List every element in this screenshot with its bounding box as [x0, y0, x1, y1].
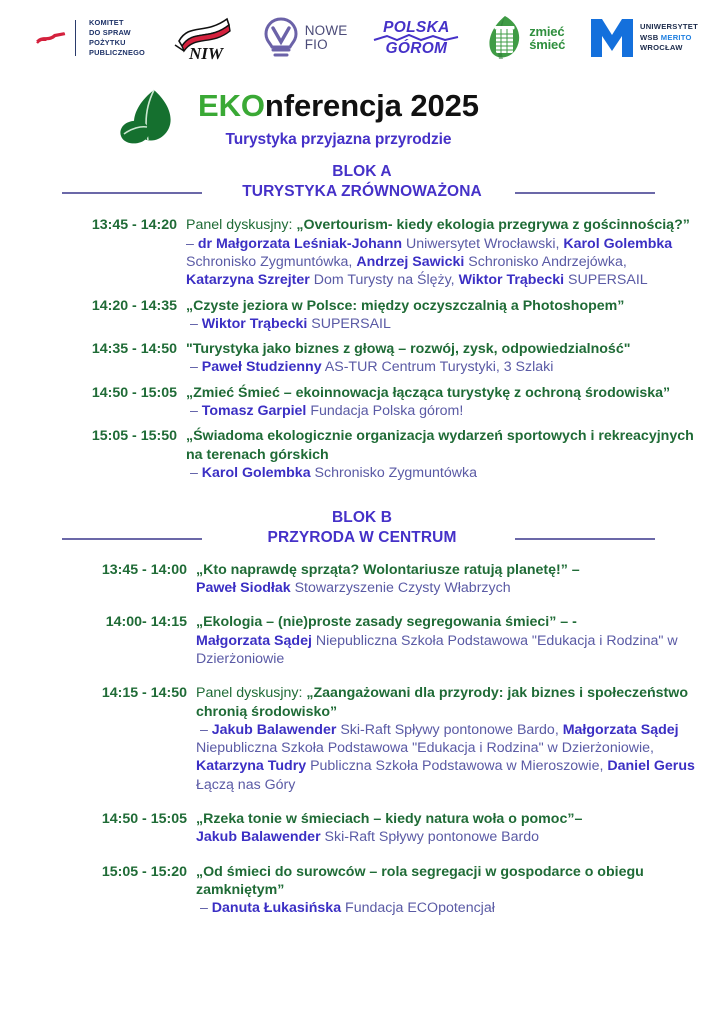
session-time: 14:20 - 14:35 — [91, 297, 177, 314]
logo-komitet-line1: KOMITET — [89, 17, 124, 27]
schedule-block-a — [56, 216, 724, 482]
session-title-text: „Zaangażowani dla przyrody: jak biznes i społeczeństwo chronią środowisko” — [196, 685, 688, 720]
session-time: 14:15 - 14:50 — [101, 685, 187, 702]
logo-komitet-line2: DO SPRAW — [89, 27, 131, 37]
table-row — [56, 613, 724, 668]
session-speakers: – Paweł Studzienny AS-TUR Centrum Turystyki, 3 Szlaki — [186, 359, 554, 376]
logo-komitet-do-spraw-pozytku-publicznego — [34, 18, 145, 58]
table-row — [56, 684, 724, 794]
session-title — [196, 864, 644, 898]
session-title-text: „Rzeka tonie w śmieciach – kiedy natura woła o pomoc”– — [196, 811, 583, 828]
logo-polska-gorom-line2: GÓROM — [385, 40, 448, 57]
logo-niw — [171, 15, 237, 61]
logo-wsb-text — [640, 22, 698, 54]
session-body — [186, 427, 724, 482]
session-time: 13:45 - 14:00 — [101, 561, 187, 578]
session-title-text: „Ekologia – (nie)proste zasady segregowania śmieci” – - — [196, 614, 577, 631]
session-title-text: „Overtourism- kiedy ekologia przegrywa z gościnnością?” — [296, 217, 690, 234]
session-title-text: "Turystyka jako biznes z głową – rozwój, zysk, odpowiedzialność" — [186, 341, 631, 358]
rule-left-a — [62, 192, 202, 194]
schedule-block-b — [56, 561, 724, 918]
logo-wsb-line3: WROCŁAW — [639, 43, 683, 53]
logo-wsb-line2-wsb: WSB — [639, 32, 661, 42]
logo-komitet-line3: POŻYTKU — [89, 38, 126, 47]
session-body — [196, 810, 724, 847]
wsb-m-icon — [591, 19, 633, 57]
polish-flag-icon — [34, 28, 68, 48]
logo-zmiec-text — [529, 25, 565, 51]
logo-komitet-line4: PUBLICZNEGO — [89, 48, 145, 58]
session-title — [186, 385, 670, 401]
logo-uniwersytet-wsb-merito-wroclaw — [591, 19, 698, 57]
session-title-text: „Od śmieci do surowców – rola segregacji w gospodarce o obiegu zamkniętym” — [196, 863, 644, 898]
session-title — [196, 811, 582, 827]
leaf-trash-icon — [485, 15, 525, 61]
block-b-wrapper — [0, 508, 724, 917]
block-a-theme: TURYSTYKA ZRÓWNOWAŻONA — [242, 183, 482, 201]
session-title — [186, 341, 630, 357]
block-a-name: BLOK A — [332, 163, 392, 180]
logo-zmiec-line2: śmieć — [529, 37, 566, 52]
session-speakers: – dr Małgorzata Leśniak-Johann Uniwersytet Wrocławski, Karol Golembka Schronisko Zygmuntówka, Andrzej Sawicki Schronisko Andrzejówka, Katarzyna Szrejter Dom Turysty na Ślęży, Wiktor Trąbecki SUPERSAIL — [186, 235, 673, 289]
logo-fio-line2: FIO — [304, 37, 328, 52]
niw-flag-icon — [171, 15, 237, 61]
session-time: 14:50 - 15:05 — [91, 384, 177, 401]
logo-wsb-line2 — [640, 33, 698, 44]
session-time: 14:00- 14:15 — [105, 614, 187, 631]
session-time: 15:05 - 15:50 — [91, 428, 177, 445]
session-title — [196, 562, 580, 578]
session-lead: Panel dyskusjny: — [186, 217, 297, 234]
session-speakers: – Karol Golembka Schronisko Zygmuntówka — [186, 465, 477, 482]
session-body — [196, 561, 724, 598]
table-row — [56, 384, 724, 421]
rule-right-a — [515, 192, 655, 194]
session-title — [196, 685, 688, 719]
table-row — [56, 561, 724, 598]
session-time: 15:05 - 15:20 — [101, 863, 187, 880]
logo-zmiec-line1: zmieć — [529, 24, 565, 39]
logo-fio-line1: NOWE — [304, 22, 348, 38]
rule-left-b — [62, 538, 202, 540]
session-title-text: „Świadoma ekologicznie organizacja wydarzeń sportowych i rekreacyjnych na terenach górskich — [186, 428, 694, 463]
rule-right-b — [515, 538, 655, 540]
logo-zmiec-smiec — [485, 15, 565, 61]
session-speakers: Paweł Siodłak Stowarzyszenie Czysty Włabrzych — [196, 579, 511, 596]
table-row — [56, 863, 724, 918]
table-row — [56, 216, 724, 289]
logo-divider-rule — [75, 20, 76, 56]
session-body — [186, 340, 724, 377]
session-speakers: Małgorzata Sądej Niepubliczna Szkoła Podstawowa "Edukacja i Rodzina" w Dzierżoniowie — [196, 632, 678, 667]
session-body — [196, 863, 724, 918]
logo-fio-text — [305, 24, 348, 52]
session-time: 13:45 - 14:20 — [91, 217, 177, 234]
block-header-b — [0, 508, 724, 548]
page-title-eko: EKO — [198, 88, 265, 123]
session-speakers: – Tomasz Garpiel Fundacja Polska górom! — [186, 403, 464, 420]
logo-wsb-line1: UNIWERSYTET — [639, 21, 698, 31]
leaf-icon — [118, 88, 180, 150]
logo-komitet-text — [89, 18, 145, 58]
table-row — [56, 297, 724, 334]
session-body — [186, 384, 724, 421]
session-body — [186, 216, 724, 289]
session-title — [186, 428, 694, 462]
svg-text:NIW: NIW — [188, 44, 223, 61]
table-row — [56, 427, 724, 482]
page-subtitle: Turystyka przyjazna przyrodzie — [225, 130, 452, 148]
session-title — [196, 614, 577, 630]
session-time: 14:35 - 14:50 — [91, 341, 177, 358]
session-title — [186, 298, 624, 314]
session-time: 14:50 - 15:05 — [101, 811, 187, 828]
page-title-rest: nferencja 2025 — [264, 88, 479, 123]
logo-nowe-fio — [263, 16, 348, 60]
logo-polska-gorom — [373, 20, 459, 57]
session-speakers: – Danuta Łukasińska Fundacja ECOpotencjał — [196, 900, 495, 917]
session-body — [196, 684, 724, 794]
table-row — [56, 340, 724, 377]
session-title-text: „Czyste jeziora w Polsce: między oczyszczalnią a Photoshopem” — [186, 297, 625, 314]
session-title-text: „Zmieć Śmieć – ekoinnowacja łącząca turystykę z ochroną środowiska” — [186, 384, 671, 401]
logo-polska-gorom-line1: POLSKA — [383, 18, 450, 36]
block-header-a — [0, 162, 724, 202]
session-body — [196, 613, 724, 668]
table-row — [56, 810, 724, 847]
session-title — [186, 217, 690, 233]
session-speakers: Jakub Balawender Ski-Raft Spływy pontonowe Bardo — [196, 829, 540, 846]
title-texts — [198, 90, 479, 149]
block-b-name: BLOK B — [331, 509, 392, 527]
logo-wsb-line2-merito: MERITO — [660, 32, 692, 42]
conference-title-block — [118, 62, 724, 150]
lightbulb-icon — [263, 16, 299, 60]
session-lead: Panel dyskusjny: — [196, 685, 307, 702]
sponsor-logo-bar — [0, 0, 724, 62]
page-title — [198, 90, 479, 123]
session-speakers: – Wiktor Trąbecki SUPERSAIL — [186, 315, 391, 332]
block-b-theme: PRZYRODA W CENTRUM — [267, 529, 457, 547]
session-body — [186, 297, 724, 334]
session-title-text: „Kto naprawdę sprząta? Wolontariusze ratują planetę!” – — [196, 561, 580, 578]
session-speakers: – Jakub Balawender Ski-Raft Spływy pontonowe Bardo, Małgorzata Sądej Niepubliczna Szkoła Podstawowa "Edukacja i Rodzina" w Dzierżoniowie, Katarzyna Tudry Publiczna Szkoła Podstawowa w Mieroszowie, Daniel Gerus Łączą nas Góry — [196, 721, 695, 793]
